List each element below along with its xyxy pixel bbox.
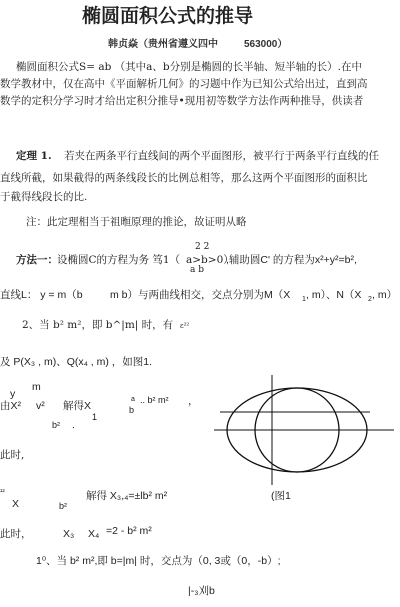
method1-subscript: a b [190,265,204,275]
line-l-sub-2: 2 [368,296,372,303]
page-title: 椭圆面积公式的推导 [82,5,254,27]
method1-text-1: 设椭圆C的方程为务 笃1（ [57,254,181,266]
frag-comma: ， [188,395,199,407]
frag-m: m [32,381,41,393]
frag-x3: X₃ [63,528,75,540]
intro-line-3: 数学的定积分学习时才给出定积分推导•现用初等数学方法作两种推导，供读者 [0,95,364,107]
theorem-label: 定理 1. [16,150,52,162]
case2-text: 2、当 b² m²，即 b^|m| 时，有 [22,319,174,331]
frag-y: y [10,388,16,400]
case2-small-mark: ε²² [180,322,190,330]
frag-sup-a: a [131,396,135,403]
figure-ellipse-diagram [214,375,394,485]
line-l-text-4: , m） [372,289,398,301]
frag-shi: 此时， [0,528,32,540]
theorem-line-3: 于截得线段长的比. [0,191,88,203]
frag-x4: X₄ [88,528,100,540]
frag-one: 1 [92,412,98,422]
frag-x: X [12,498,20,510]
line-l-sub-1: 1 [302,296,306,303]
method1-label: 方法一： [16,254,58,266]
postal-code: 563000） [244,39,288,50]
line-l-text-1: 直线L： y = m（b [0,289,83,301]
frag-solve34: 解得 X₃,₄=±lb² m² [86,490,168,502]
intro-line-1: 椭圆面积公式S= ab （其中a、b分别是椭圆的长半轴、短半轴的长）.在中 [16,61,362,73]
frag-hence: 此时, [0,449,25,461]
method1-condition: a>b>0） [186,254,234,266]
frag-x2: 由X² [0,400,21,412]
frag-dots: .. b² m² [140,395,169,405]
frag-solve: 解得X [63,400,92,412]
frag-eq: =2 - b² m² [106,525,152,537]
theorem-line-2: 直线所截，如果截得的两条线段长的比例总相等，那么这两个平面图形的面积比 [0,172,368,184]
line-l-text-2: m b）与两曲线相交，交点分别为M（X [110,289,291,301]
frag-dot: ． [72,420,82,430]
theorem-line-1: 若夹在两条平行直线间的两个平面图形，被平行于两条平行直线的任 [64,150,379,162]
last-fragment: |-₃刈b [188,585,215,597]
case1-line: 1⁰、当 b² m²,即 b=|m| 时，交点为（0, 3或（0，-b）; [36,555,281,567]
author-line: 韩贞焱（贵州省遵义四中 [108,39,218,50]
frag-b2b: b² [59,501,68,511]
frag-v2: v² [36,400,45,412]
figure-label: (图1 [271,490,291,502]
frag-b-frac: b [129,405,135,415]
method1-superscript: 2 2 [195,242,210,252]
frag-b2: b² [52,420,61,430]
intro-line-2: 数学教材中，仅在高中《平面解析几何》的习题中作为已知公式给出过，直到高 [0,78,368,90]
pq-line: 及 P(X₃ , m)、Q(x₄ , m) ，如图1. [0,356,153,368]
frag-sup12: ¹² [0,489,5,496]
line-l-text-3: , m）、N（X [306,289,362,301]
theorem-note: 注：此定理相当于祖暅原理的推论，故证明从略 [26,216,247,228]
method1-text-2: ,辅助圆C' 的方程为x²+y²=b², [226,254,357,266]
